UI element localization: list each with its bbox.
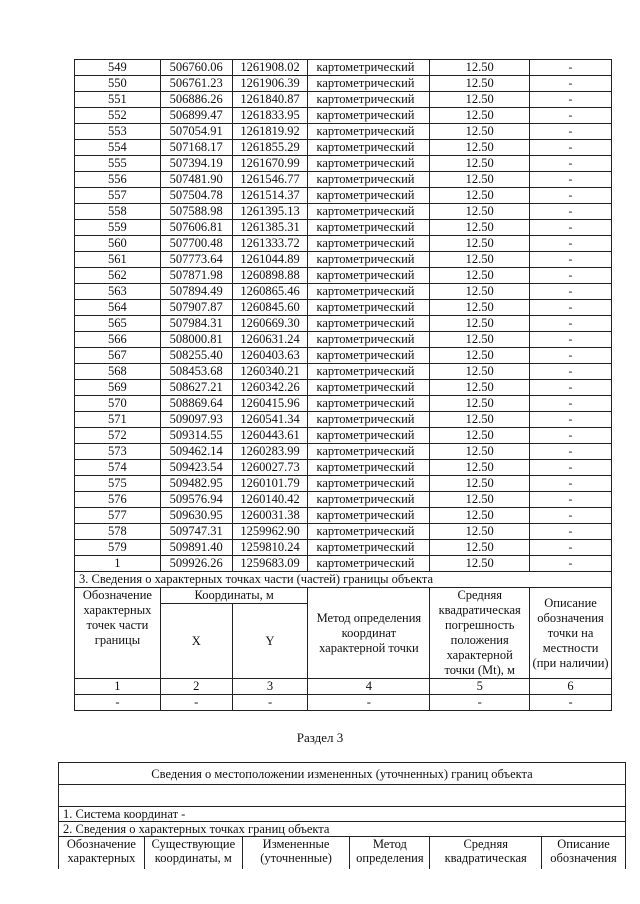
method: картометрический (308, 316, 430, 332)
point-row (75, 60, 612, 76)
mt-value: 12.50 (430, 316, 530, 332)
mt-value: 12.50 (430, 188, 530, 204)
coord-x: 507773.64 (160, 252, 232, 268)
mt-value: 12.50 (430, 156, 530, 172)
coord-y: 1261906.39 (232, 76, 308, 92)
point-row (75, 284, 612, 300)
description: - (530, 364, 612, 380)
method: картометрический (308, 540, 430, 556)
method: картометрический (308, 140, 430, 156)
coord-x: 508453.68 (160, 364, 232, 380)
col-x: X (160, 604, 232, 679)
mt-value: 12.50 (430, 476, 530, 492)
point-number: 557 (75, 188, 161, 204)
mt-value: 12.50 (430, 60, 530, 76)
point-row (75, 76, 612, 92)
coord-y: 1260541.34 (232, 412, 308, 428)
coord-x: 509630.95 (160, 508, 232, 524)
point-row (75, 316, 612, 332)
coord-y: 1260027.73 (232, 460, 308, 476)
coord-y: 1261395.13 (232, 204, 308, 220)
description: - (530, 236, 612, 252)
coord-x: 506760.06 (160, 60, 232, 76)
point-row (75, 268, 612, 284)
method: картометрический (308, 492, 430, 508)
description: - (530, 332, 612, 348)
point-number: 554 (75, 140, 161, 156)
section3-title: 3. Сведения о характерных точках части (частей) границы объекта (75, 572, 612, 588)
mt-value: 12.50 (430, 300, 530, 316)
description: - (530, 428, 612, 444)
coord-x: 509462.14 (160, 444, 232, 460)
mt-value: 12.50 (430, 508, 530, 524)
coord-y: 1260340.21 (232, 364, 308, 380)
point-number: 559 (75, 220, 161, 236)
coord-y: 1259810.24 (232, 540, 308, 556)
coord-x: 507907.87 (160, 300, 232, 316)
point-row (75, 492, 612, 508)
mt-value: 12.50 (430, 556, 530, 572)
coord-y: 1261514.37 (232, 188, 308, 204)
point-row (75, 204, 612, 220)
coord-x: 508255.40 (160, 348, 232, 364)
coord-system: 1. Система координат - (59, 807, 626, 822)
col-desc: Описание обозначения точки на местности (при наличии) (530, 588, 612, 679)
coord-y: 1260101.79 (232, 476, 308, 492)
mt-value: 12.50 (430, 412, 530, 428)
coord-x: 507168.17 (160, 140, 232, 156)
h-method: Метод определения (350, 837, 430, 869)
point-number: 549 (75, 60, 161, 76)
description: - (530, 460, 612, 476)
coord-x: 506761.23 (160, 76, 232, 92)
point-row (75, 364, 612, 380)
point-number: 560 (75, 236, 161, 252)
point-row (75, 124, 612, 140)
method: картометрический (308, 476, 430, 492)
method: картометрический (308, 364, 430, 380)
mt-value: 12.50 (430, 364, 530, 380)
points-title: 2. Сведения о характерных точках границ объекта (59, 822, 626, 837)
point-number: 566 (75, 332, 161, 348)
coord-y: 1260031.38 (232, 508, 308, 524)
point-row (75, 188, 612, 204)
mt-value: 12.50 (430, 124, 530, 140)
point-number: 555 (75, 156, 161, 172)
num-cell: 5 (430, 679, 530, 695)
point-number: 577 (75, 508, 161, 524)
point-row (75, 108, 612, 124)
description: - (530, 124, 612, 140)
description: - (530, 172, 612, 188)
description: - (530, 92, 612, 108)
empty-cell: - (308, 695, 430, 711)
coord-x: 507606.81 (160, 220, 232, 236)
coord-x: 507984.31 (160, 316, 232, 332)
coord-y: 1261044.89 (232, 252, 308, 268)
h-existing: Существующие координаты, м (144, 837, 242, 869)
method: картометрический (308, 380, 430, 396)
mt-value: 12.50 (430, 284, 530, 300)
razdel-heading: Раздел 3 (296, 730, 344, 745)
mt-value: 12.50 (430, 220, 530, 236)
coord-y: 1260342.26 (232, 380, 308, 396)
empty-cell: - (530, 695, 612, 711)
point-number: 563 (75, 284, 161, 300)
point-number: 576 (75, 492, 161, 508)
coord-y: 1260898.88 (232, 268, 308, 284)
coord-y: 1260415.96 (232, 396, 308, 412)
h-designation: Обозначение характерных (59, 837, 145, 869)
point-number: 579 (75, 540, 161, 556)
description: - (530, 444, 612, 460)
mt-value: 12.50 (430, 76, 530, 92)
coord-y: 1261670.99 (232, 156, 308, 172)
description: - (530, 156, 612, 172)
method: картометрический (308, 204, 430, 220)
col-mt: Средняя квадратическая погрешность положения характерной точки (Mt), м (430, 588, 530, 679)
method: картометрический (308, 252, 430, 268)
description: - (530, 492, 612, 508)
mt-value: 12.50 (430, 428, 530, 444)
method: картометрический (308, 108, 430, 124)
method: картометрический (308, 268, 430, 284)
h-mt: Средняя квадратическая (430, 837, 542, 869)
method: картометрический (308, 444, 430, 460)
mt-value: 12.50 (430, 236, 530, 252)
coord-x: 509576.94 (160, 492, 232, 508)
point-row (75, 556, 612, 572)
point-number: 570 (75, 396, 161, 412)
coord-y: 1261819.92 (232, 124, 308, 140)
point-row (75, 156, 612, 172)
description: - (530, 204, 612, 220)
coord-x: 509747.31 (160, 524, 232, 540)
method: картометрический (308, 188, 430, 204)
method: картометрический (308, 220, 430, 236)
point-row (75, 348, 612, 364)
coord-y: 1261333.72 (232, 236, 308, 252)
mt-value: 12.50 (430, 444, 530, 460)
method: картометрический (308, 124, 430, 140)
method: картометрический (308, 172, 430, 188)
description: - (530, 252, 612, 268)
col-y: Y (232, 604, 308, 679)
point-number: 574 (75, 460, 161, 476)
point-number: 550 (75, 76, 161, 92)
method: картометрический (308, 284, 430, 300)
coord-y: 1260283.99 (232, 444, 308, 460)
description: - (530, 60, 612, 76)
empty-cell: - (430, 695, 530, 711)
num-cell: 3 (232, 679, 308, 695)
changed-boundaries-table (58, 762, 626, 869)
description: - (530, 380, 612, 396)
method: картометрический (308, 60, 430, 76)
mt-value: 12.50 (430, 540, 530, 556)
point-number: 553 (75, 124, 161, 140)
method: картометрический (308, 396, 430, 412)
coord-x: 507894.49 (160, 284, 232, 300)
empty-cell: - (232, 695, 308, 711)
method: картометрический (308, 332, 430, 348)
coord-x: 508000.81 (160, 332, 232, 348)
method: картометрический (308, 156, 430, 172)
coord-x: 509926.26 (160, 556, 232, 572)
method: картометрический (308, 92, 430, 108)
point-number: 578 (75, 524, 161, 540)
point-row (75, 428, 612, 444)
point-row (75, 172, 612, 188)
description: - (530, 396, 612, 412)
method: картометрический (308, 524, 430, 540)
method: картометрический (308, 460, 430, 476)
method: картометрический (308, 428, 430, 444)
point-row (75, 444, 612, 460)
coord-x: 509891.40 (160, 540, 232, 556)
coord-x: 507504.78 (160, 188, 232, 204)
point-number: 565 (75, 316, 161, 332)
description: - (530, 508, 612, 524)
col-coords: Координаты, м (160, 588, 308, 604)
coord-x: 509423.54 (160, 460, 232, 476)
num-cell: 6 (530, 679, 612, 695)
point-row (75, 332, 612, 348)
num-cell: 1 (75, 679, 161, 695)
coord-x: 509314.55 (160, 428, 232, 444)
point-number: 567 (75, 348, 161, 364)
coord-y: 1261908.02 (232, 60, 308, 76)
coord-y: 1261833.95 (232, 108, 308, 124)
point-number: 573 (75, 444, 161, 460)
point-row (75, 508, 612, 524)
mt-value: 12.50 (430, 92, 530, 108)
point-number: 558 (75, 204, 161, 220)
point-number: 571 (75, 412, 161, 428)
coord-x: 507481.90 (160, 172, 232, 188)
point-number: 569 (75, 380, 161, 396)
point-number: 551 (75, 92, 161, 108)
coord-x: 507700.48 (160, 236, 232, 252)
mt-value: 12.50 (430, 380, 530, 396)
point-number: 568 (75, 364, 161, 380)
col-method: Метод определения координат характерной точки (308, 588, 430, 679)
coord-y: 1260403.63 (232, 348, 308, 364)
method: картометрический (308, 508, 430, 524)
col-designation: Обозначение характерных точек части границы (75, 588, 161, 679)
mt-value: 12.50 (430, 524, 530, 540)
point-number: 572 (75, 428, 161, 444)
coord-y: 1260865.46 (232, 284, 308, 300)
coord-x: 508869.64 (160, 396, 232, 412)
point-number: 575 (75, 476, 161, 492)
description: - (530, 300, 612, 316)
coord-y: 1261546.77 (232, 172, 308, 188)
method: картометрический (308, 412, 430, 428)
point-number: 556 (75, 172, 161, 188)
method: картометрический (308, 76, 430, 92)
coord-x: 507394.19 (160, 156, 232, 172)
coord-x: 506899.47 (160, 108, 232, 124)
method: картометрический (308, 300, 430, 316)
coord-x: 507588.98 (160, 204, 232, 220)
coord-y: 1260631.24 (232, 332, 308, 348)
mt-value: 12.50 (430, 268, 530, 284)
mt-value: 12.50 (430, 332, 530, 348)
boundary-points-table (74, 59, 612, 711)
coord-y: 1259962.90 (232, 524, 308, 540)
description: - (530, 476, 612, 492)
description: - (530, 76, 612, 92)
description: - (530, 140, 612, 156)
spacer-row (59, 785, 626, 807)
description: - (530, 540, 612, 556)
description: - (530, 188, 612, 204)
point-number: 562 (75, 268, 161, 284)
coord-y: 1261385.31 (232, 220, 308, 236)
point-row (75, 236, 612, 252)
h-changed: Измененные (уточненные) (242, 837, 350, 869)
coord-x: 508627.21 (160, 380, 232, 396)
description: - (530, 268, 612, 284)
mt-value: 12.50 (430, 348, 530, 364)
coord-x: 507871.98 (160, 268, 232, 284)
description: - (530, 220, 612, 236)
point-row (75, 524, 612, 540)
mt-value: 12.50 (430, 460, 530, 476)
method: картометрический (308, 556, 430, 572)
num-cell: 2 (160, 679, 232, 695)
description: - (530, 524, 612, 540)
point-number: 552 (75, 108, 161, 124)
coord-x: 509097.93 (160, 412, 232, 428)
point-row (75, 300, 612, 316)
point-row (75, 396, 612, 412)
coord-x: 509482.95 (160, 476, 232, 492)
coord-y: 1261855.29 (232, 140, 308, 156)
coord-y: 1261840.87 (232, 92, 308, 108)
part3-title: Сведения о местоположении измененных (уточненных) границ объекта (59, 763, 626, 785)
h-desc: Описание обозначения (542, 837, 626, 869)
method: картометрический (308, 236, 430, 252)
description: - (530, 412, 612, 428)
coord-x: 506886.26 (160, 92, 232, 108)
mt-value: 12.50 (430, 172, 530, 188)
point-row (75, 540, 612, 556)
point-row (75, 460, 612, 476)
mt-value: 12.50 (430, 492, 530, 508)
point-row (75, 252, 612, 268)
point-row (75, 140, 612, 156)
description: - (530, 284, 612, 300)
mt-value: 12.50 (430, 108, 530, 124)
point-row (75, 92, 612, 108)
coord-y: 1260669.30 (232, 316, 308, 332)
mt-value: 12.50 (430, 396, 530, 412)
coord-y: 1260845.60 (232, 300, 308, 316)
empty-cell: - (75, 695, 161, 711)
method: картометрический (308, 348, 430, 364)
point-row (75, 380, 612, 396)
coord-x: 507054.91 (160, 124, 232, 140)
description: - (530, 556, 612, 572)
description: - (530, 108, 612, 124)
point-number: 564 (75, 300, 161, 316)
point-row (75, 412, 612, 428)
mt-value: 12.50 (430, 252, 530, 268)
description: - (530, 316, 612, 332)
coord-y: 1260140.42 (232, 492, 308, 508)
point-row (75, 220, 612, 236)
empty-cell: - (160, 695, 232, 711)
coord-y: 1259683.09 (232, 556, 308, 572)
description: - (530, 348, 612, 364)
mt-value: 12.50 (430, 204, 530, 220)
num-cell: 4 (308, 679, 430, 695)
mt-value: 12.50 (430, 140, 530, 156)
point-number: 1 (75, 556, 161, 572)
point-row (75, 476, 612, 492)
coord-y: 1260443.61 (232, 428, 308, 444)
point-number: 561 (75, 252, 161, 268)
